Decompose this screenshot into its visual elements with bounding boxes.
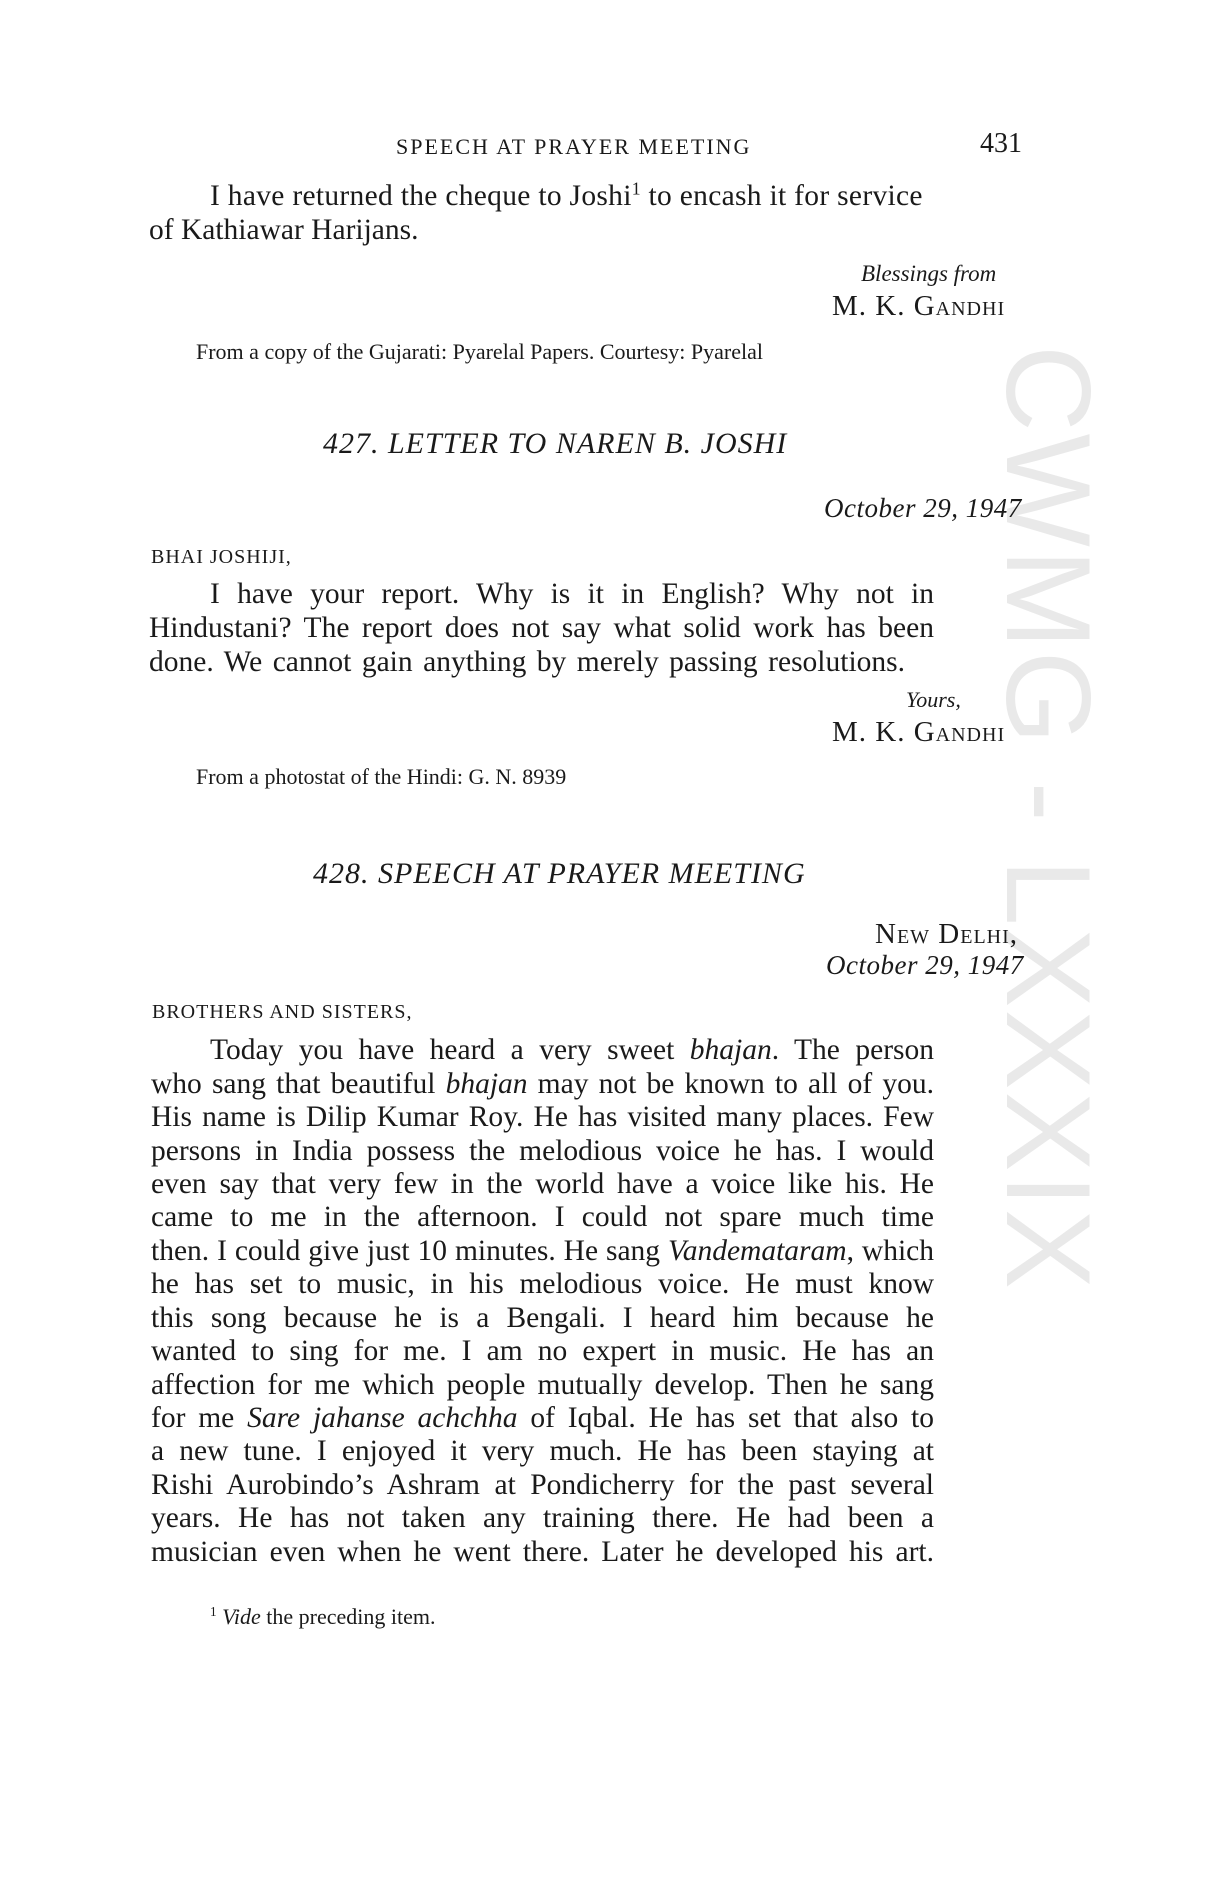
item-427-body-line1: I have your report. Why is it in English? Why not in [210,578,934,610]
item-427-source: From a photostat of the Hindi: G. N. 8939 [196,764,567,789]
closing-blessings: Blessings from [861,261,997,286]
item-428-salutation: BROTHERS AND SISTERS, [152,1001,413,1023]
prev-letter-line2: of Kathiawar Harijans. [149,214,419,246]
speech-line-7: then. I could give just 10 minutes. He sang Vandemataram, which [151,1235,934,1267]
footnote-ref: 1 [631,178,641,199]
speech-line-9: this song because he is a Bengali. I heard him because he [151,1302,934,1334]
item-427-body-line2: Hindustani? The report does not say what solid work has been [149,612,934,644]
item-427-salutation: BHAI JOSHIJI, [151,546,292,568]
item-428-title: 428. SPEECH AT PRAYER MEETING [313,857,806,890]
running-title: SPEECH AT PRAYER MEETING [396,134,752,159]
speech-line-8: he has set to music, in his melodious voice. He must know [151,1268,934,1300]
watermark: CWMG - LXXXIX [981,345,1115,1292]
speech-line-15: years. He has not taken any training there. He had been a [151,1502,934,1534]
item-427-closing: Yours, [906,687,961,712]
item-427-title: 427. LETTER TO NAREN B. JOSHI [323,427,788,460]
speech-line-5: even say that very few in the world have a voice like his. He [151,1168,934,1200]
speech-line-2: who sang that beautiful bhajan may not be known to all of you. [151,1068,935,1100]
footnote: $^1$ Vide the preceding item. [210,1604,436,1629]
item-427-body-line3: done. We cannot gain anything by merely passing resolutions. [149,646,905,678]
item-428-date: October 29, 1947 [826,950,1024,980]
speech-line-4: persons in India possess the melodious voice he has. I would [151,1135,934,1167]
speech-line-13: a new tune. I enjoyed it very much. He has been staying at [151,1435,934,1467]
prev-letter-line1: I have returned the cheque to Joshi$^1$ to encash it for service [210,178,923,212]
speech-line-1: Today you have heard a very sweet bhajan. The person [210,1034,935,1066]
speech-line-12: for me Sare jahanse achchha of Iqbal. He has set that also to [151,1402,934,1434]
page [150,0,1030,1890]
source-note: From a copy of the Gujarati: Pyarelal Papers. Courtesy: Pyarelal [196,339,763,364]
item-427-signature: M. K. Gandhi [832,716,1006,748]
speech-line-6: came to me in the afternoon. I could not spare much time [151,1201,934,1233]
speech-line-16: musician even when he went there. Later he developed his art. [151,1536,934,1568]
signature: M. K. Gandhi [832,290,1006,322]
speech-line-14: Rishi Aurobindo’s Ashram at Pondicherry for the past several [151,1469,934,1501]
footnote-number: 1 [210,1604,217,1620]
page-number: 431 [980,128,1022,159]
speech-line-11: affection for me which people mutually develop. Then he sang [151,1369,934,1401]
speech-line-10: wanted to sing for me. I am no expert in music. He has an [151,1335,934,1367]
speech-line-3: His name is Dilip Kumar Roy. He has visited many places. Few [151,1101,934,1133]
item-427-date: October 29, 1947 [824,493,1022,523]
item-428-place: New Delhi, [875,918,1019,950]
